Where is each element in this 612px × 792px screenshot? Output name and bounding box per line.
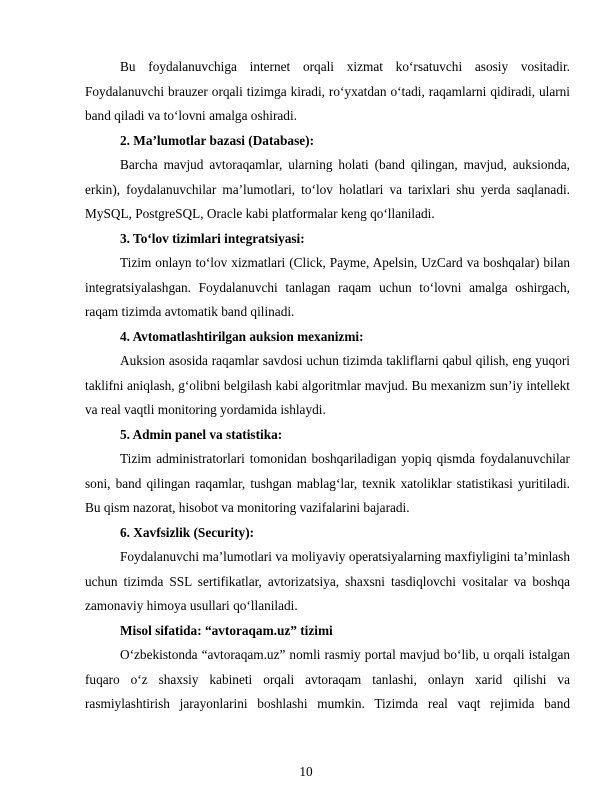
paragraph: Barcha mavjud avtoraqamlar, ularning holati (band qilingan, mavjud, auksionda, erkin), foydalanuvchilar ma’lumotlari, to‘lov holatlari va tarixlari shu yerda saqlanadi. MySQL, PostgreSQL, Oracle kabi platformalar keng qo‘llaniladi. (85, 157, 570, 221)
page-number: 10 (299, 764, 313, 779)
paragraph: Foydalanuvchi ma’lumotlari va moliyaviy operatsiyalarning maxfiyligini ta’minlash uchun tizimda SSL sertifikatlar, avtorizatsiya, shaxsni tasdiqlovchi vositalar va boshqa zamonaviy himoya usullari qo‘llaniladi. (85, 549, 570, 613)
section-heading: 6. Xavfsizlik (Security): (120, 524, 255, 540)
section-heading: 3. To‘lov tizimlari integratsiyasi: (120, 230, 305, 246)
paragraph: Bu foydalanuvchiga internet orqali xizmat ko‘rsatuvchi asosiy vositadir. Foydalanuvchi brauzer orqali tizimga kiradi, ro‘yxatdan o‘tadi, raqamlarni qidiradi, ularni band qiladi va to‘lovni amalga oshiradi. (85, 59, 570, 123)
section-heading: 5. Admin panel va statistika: (120, 426, 283, 442)
section-heading: 2. Ma’lumotlar bazasi (Database): (120, 132, 315, 148)
section-heading: 4. Avtomatlashtirilgan auksion mexanizmi: (120, 328, 364, 344)
section-heading: Misol sifatida: “avtoraqam.uz” tizimi (120, 622, 333, 638)
paragraph: O‘zbekistonda “avtoraqam.uz” nomli rasmiy portal mavjud bo‘lib, u orqali istalgan fuqaro o‘z shaxsiy kabineti orqali avtoraqam tanlashi, onlayn xarid qilishi va rasmiylashtirish jarayonlarini boshlashi mumkin. Tizimda real vaqt rejimida band (85, 647, 570, 711)
paragraph: Tizim administratorlari tomonidan boshqariladigan yopiq qismda foydalanuvchilar soni, band qilingan raqamlar, tushgan mablag‘lar, texnik xatoliklar statistikasi yuritiladi. Bu qism nazorat, hisobot va monitoring vazifalarini bajaradi. (85, 451, 570, 515)
document-body (85, 55, 570, 717)
paragraph: Auksion asosida raqamlar savdosi uchun tizimda takliflarni qabul qilish, eng yuqori taklifni aniqlash, g‘olibni belgilash kabi algoritmlar mavjud. Bu mexanizm sun’iy intellekt va real vaqtli monitoring yordamida ishlaydi. (85, 353, 570, 417)
paragraph: Tizim onlayn to‘lov xizmatlari (Click, Payme, Apelsin, UzCard va boshqalar) bilan integratsiyalashgan. Foydalanuvchi tanlagan raqam uchun to‘lovni amalga oshirgach, raqam tizimda avtomatik band qilinadi. (85, 255, 570, 319)
